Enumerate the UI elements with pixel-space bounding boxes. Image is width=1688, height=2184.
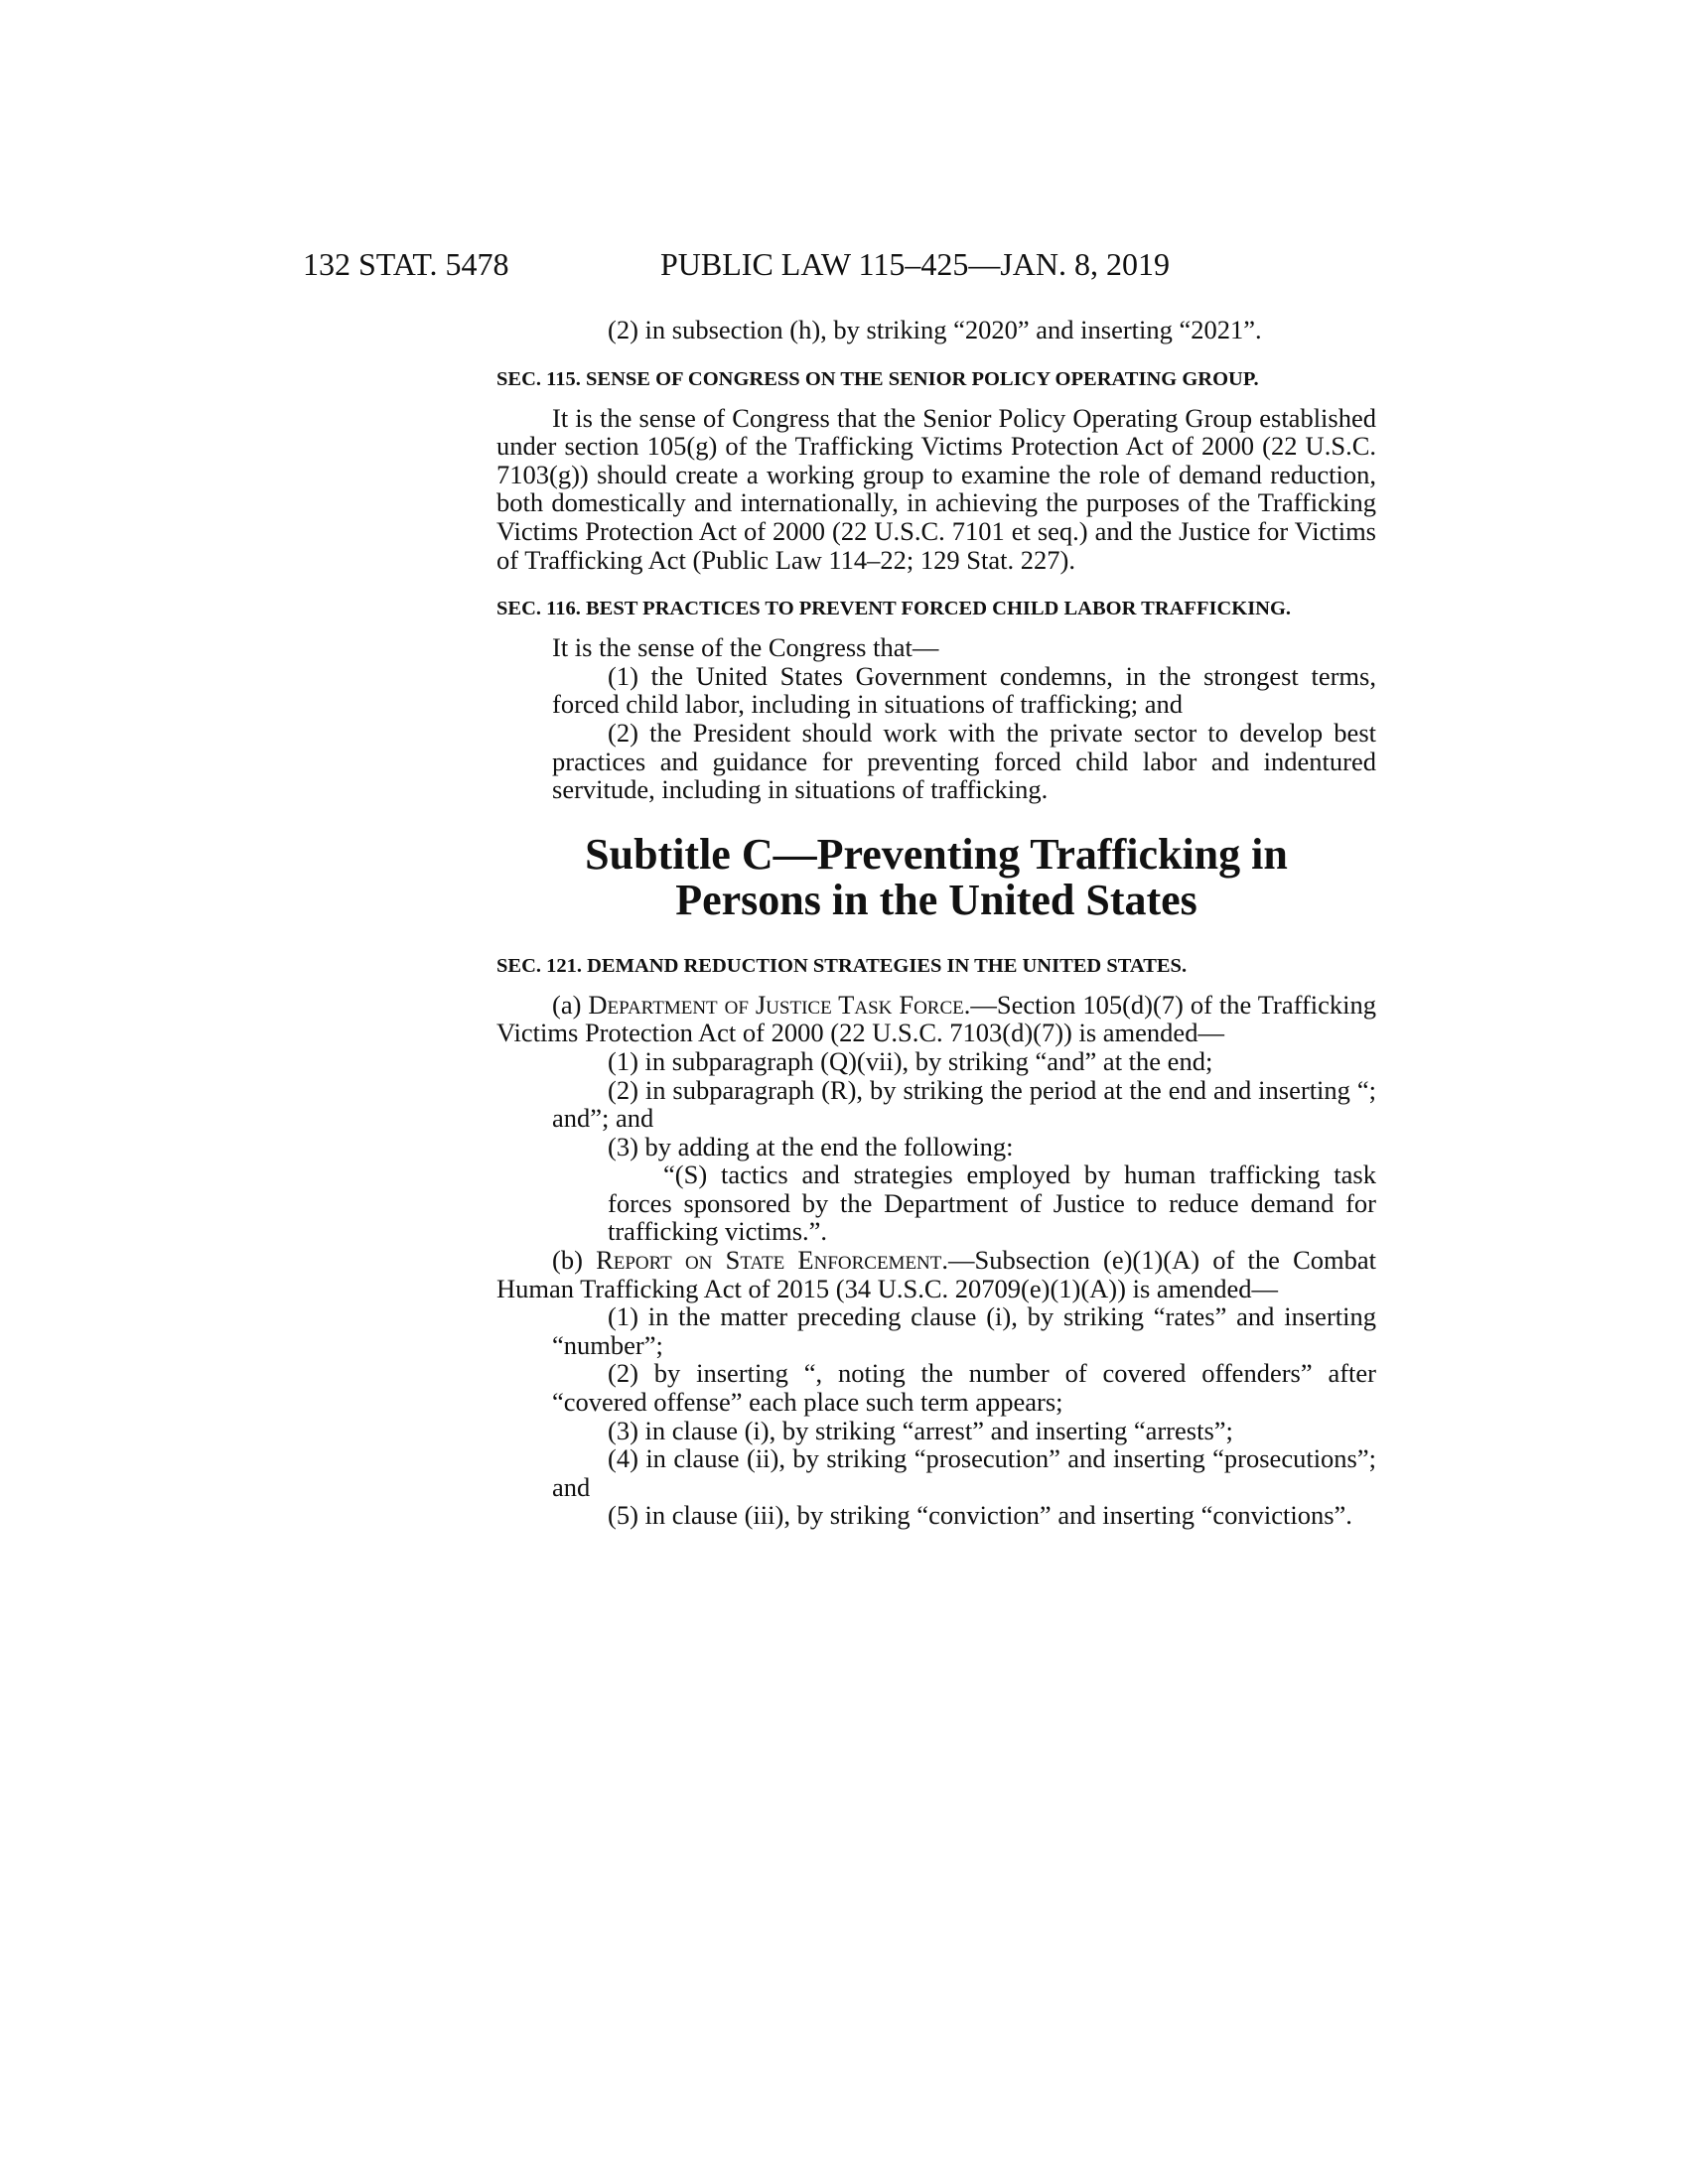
sec-121-b-item-3: (3) in clause (i), by striking “arrest” and inserting “arrests”; bbox=[608, 1415, 1233, 1445]
sec-121-heading: SEC. 121. DEMAND REDUCTION STRATEGIES IN THE UNITED STATES. bbox=[496, 954, 1188, 977]
subtitle-line-1: Subtitle C—Preventing Trafficking in bbox=[585, 829, 1288, 879]
subsection-b-text: .—Subsection (e)(1)(A) of the Combat Human Trafficking Act of 2015 (34 U.S.C. 20709(e)(1)(A)) is amended— bbox=[496, 1245, 1376, 1303]
stat-page-number: 132 STAT. 5478 bbox=[303, 246, 509, 282]
subsection-b-title: Report on State Enforcement bbox=[596, 1245, 942, 1276]
subtitle-line-2: Persons in the United States bbox=[675, 875, 1197, 924]
sec-121-subsection-b bbox=[496, 1246, 1376, 1302]
sec-121-subsection-a bbox=[496, 991, 1376, 1047]
subtitle-heading bbox=[496, 829, 1376, 924]
sec-116-item-1: (1) the United States Government condemns, in the strongest terms, forced child labor, including in situations of trafficking; and bbox=[552, 660, 1376, 720]
subsection-b-label: (b) bbox=[552, 1245, 597, 1276]
sec-121-a-item-2: (2) in subparagraph (R), by striking the period at the end and inserting “; and”; and bbox=[552, 1074, 1376, 1134]
sec-115-text: It is the sense of Congress that the Senior Policy Operating Group established under section 105(g) of the Trafficking Victims Protection Act of 2000 (22 U.S.C. 7103(g)) should create a working group to examine the role of demand reduction, both domestically and internationally, in achieving the purposes of the Trafficking Victims Protection Act of 2000 (22 U.S.C. 7101 et seq.) and the Justice for Victims of Trafficking Act (Public Law 114–22; 129 Stat. 227). bbox=[496, 402, 1376, 575]
sec-121-a-item-1: (1) in subparagraph (Q)(vii), by striking “and” at the end; bbox=[608, 1045, 1213, 1076]
sec-121-a-item-3: (3) by adding at the end the following: bbox=[608, 1131, 1014, 1161]
sec-121-a-item-3-quote: “(S) tactics and strategies employed by human trafficking task forces sponsored by the Department of Justice to reduce demand for trafficking victims.”. bbox=[608, 1160, 1376, 1247]
public-law-citation: PUBLIC LAW 115–425—JAN. 8, 2019 bbox=[660, 246, 1170, 282]
sec-121-b-item-4: (4) in clause (ii), by striking “prosecution” and inserting “prosecutions”; and bbox=[552, 1443, 1376, 1502]
subsection-a-label: (a) bbox=[552, 989, 589, 1020]
running-header bbox=[303, 246, 1385, 286]
subsection-a-title: Department of Justice Task Force bbox=[588, 989, 964, 1020]
sec-116-heading: SEC. 116. BEST PRACTICES TO PREVENT FORCED CHILD LABOR TRAFFICKING. bbox=[496, 598, 1292, 620]
sec-115-heading: SEC. 115. SENSE OF CONGRESS ON THE SENIOR POLICY OPERATING GROUP. bbox=[496, 367, 1259, 390]
subsection-a-text: .—Section 105(d)(7) of the Trafficking Victims Protection Act of 2000 (22 U.S.C. 7103(d)(7)) is amended— bbox=[496, 989, 1376, 1048]
subsection-h-amendment: (2) in subsection (h), by striking “2020” and inserting “2021”. bbox=[608, 315, 1262, 344]
document-body bbox=[496, 316, 1376, 1530]
sec-121-b-item-1: (1) in the matter preceding clause (i), by striking “rates” and inserting “number”; bbox=[552, 1301, 1376, 1360]
sec-121-b-item-2: (2) by inserting “, noting the number of covered offenders” after “covered offense” each place such term appears; bbox=[552, 1358, 1376, 1418]
sec-116-item-2: (2) the President should work with the private sector to develop best practices and guidance for preventing forced child labor and indentured servitude, including in situations of trafficking. bbox=[552, 717, 1376, 805]
sec-121-b-item-5: (5) in clause (iii), by striking “conviction” and inserting “convictions”. bbox=[608, 1500, 1352, 1531]
sec-116-intro: It is the sense of the Congress that— bbox=[552, 632, 939, 663]
